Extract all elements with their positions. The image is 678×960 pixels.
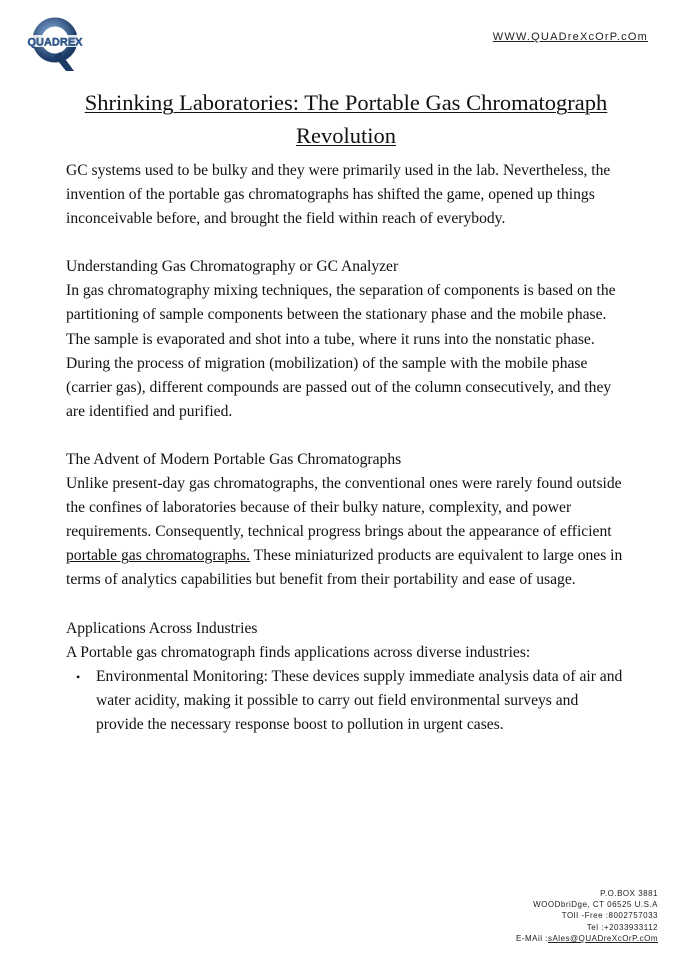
applications-list xyxy=(66,665,626,737)
bullet-icon: • xyxy=(76,669,81,684)
website-link[interactable]: WWW.QUADreXcOrP.cOm xyxy=(492,31,648,43)
advent-text-after-link: These miniaturized products are equivalent to large ones in terms of analytics capabilities but benefit from their portability and ease of usage. xyxy=(66,547,623,589)
page-title: Shrinking Laboratories: The Portable Gas Chromatograph Revolution xyxy=(84,90,608,148)
quadrex-logo xyxy=(20,16,90,74)
section-heading-understanding: Understanding Gas Chromatography or GC Analyzer xyxy=(66,258,399,276)
footer-city: WOODbriDge, CT 06525 U.S.A xyxy=(533,900,658,910)
quadrex-logo-mark xyxy=(20,16,90,74)
section-body-understanding: In gas chromatography mixing techniques, the separation of components is based on the partitioning of sample components between the stationary phase and the mobile phase. The sample is evaporated and shot into a tube, where it runs into the nonstatic phase. During the process of migration (mobilization) of the sample with the mobile phase (carrier gas), different compounds are passed out of the column consecutively, and they are identified and purified. xyxy=(66,282,616,420)
footer-email-line xyxy=(516,933,658,944)
logo-text: QUADREX xyxy=(27,36,83,49)
list-item xyxy=(66,665,626,737)
intro-paragraph: GC systems used to be bulky and they were primarily used in the lab. Nevertheless, the invention of the portable gas chromatographs has shifted the game, opened up things inconceivable before, and brought the field within reach of everybody. xyxy=(66,162,611,228)
list-item-text: Environmental Monitoring: These devices supply immediate analysis data of air and water acidity, making it possible to carry out field environmental surveys and provide the necessary response boost to pollution in urgent cases. xyxy=(96,667,623,733)
article-body xyxy=(66,159,626,737)
section-heading-applications: Applications Across Industries xyxy=(66,619,258,637)
footer-toll-free: TOlI -Free :8002757033 xyxy=(561,911,658,921)
contact-footer xyxy=(516,888,658,944)
footer-po-box: P.O.BOX 3881 xyxy=(600,889,658,898)
section-body-applications: A Portable gas chromatograph finds applications across diverse industries: xyxy=(66,643,531,661)
footer-tel: Tel :+2033933112 xyxy=(586,922,658,932)
footer-email-label: E-MAil : xyxy=(515,933,548,943)
portable-gas-chromatographs-link[interactable]: portable gas chromatographs. xyxy=(66,547,251,565)
section-heading-advent: The Advent of Modern Portable Gas Chromatographs xyxy=(66,450,402,468)
footer-email-link[interactable]: sAles@QUADreXcOrP.cOm xyxy=(547,933,658,943)
advent-text-before-link: Unlike present-day gas chromatographs, the conventional ones were rarely found outside the confines of laboratories because of their bulky nature, complexity, and power requirements. Consequently, technical progress brings about the appearance of efficient xyxy=(66,475,622,541)
section-body-advent xyxy=(66,472,626,592)
